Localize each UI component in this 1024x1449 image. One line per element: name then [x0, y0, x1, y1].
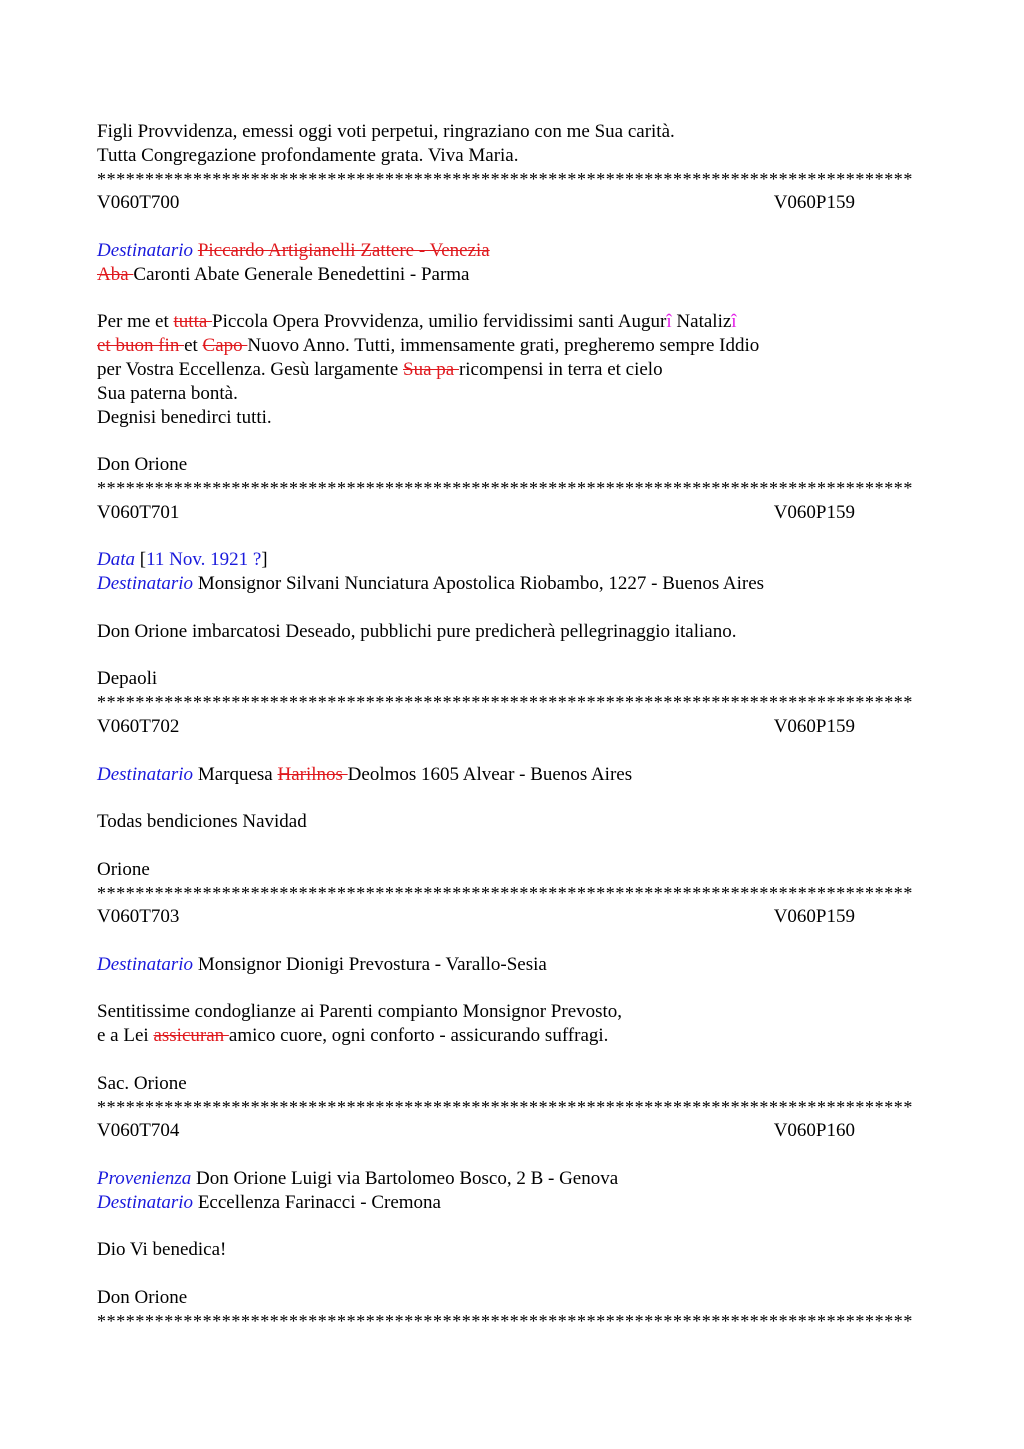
separator: *************************************************************************************	[97, 1096, 913, 1117]
intro-line-1: Figli Provvidenza, emessi oggi voti perpetui, ringraziano con me Sua carità.	[97, 121, 675, 142]
bracket: [	[139, 549, 147, 571]
body-text: et	[184, 335, 203, 357]
entry-page-ref: V060P159	[773, 192, 855, 214]
sender-label: Provenienza	[97, 1168, 192, 1190]
separator: *************************************************************************************	[97, 168, 913, 189]
entry-code: V060T704	[97, 1120, 180, 1142]
deleted-text: et buon fin	[97, 335, 185, 357]
body-text: Nataliz	[671, 311, 732, 333]
recipient-line-2	[97, 263, 927, 287]
separator: *************************************************************************************	[97, 477, 913, 498]
body-text: Nuovo Anno. Tutti, immensamente grati, pregheremo sempre Iddio	[247, 335, 760, 357]
deleted-text: Piccardo Artigianelli Zattere - Venezia	[197, 239, 490, 261]
recipient-text: Monsignor Silvani Nunciatura Apostolica Riobambo, 1227 - Buenos Aires	[197, 573, 765, 595]
recipient-line	[97, 763, 927, 787]
signature: Don Orione	[97, 454, 188, 476]
entry-code: V060T703	[97, 906, 180, 928]
document-page	[97, 120, 927, 1334]
recipient-line	[97, 953, 927, 977]
recipient-label: Destinatario	[97, 763, 194, 785]
separator: *************************************************************************************	[97, 882, 913, 903]
body-line: Sua paterna bontà.	[97, 382, 238, 404]
recipient-label: Destinatario	[97, 573, 194, 595]
body-line	[97, 334, 927, 358]
body-line	[97, 1024, 927, 1048]
entry-code: V060T702	[97, 715, 180, 737]
recipient-line	[97, 1191, 927, 1215]
body-line: Degnisi benedirci tutti.	[97, 406, 272, 428]
entry-page-ref: V060P159	[773, 715, 855, 737]
recipient-text: Deolmos 1605 Alvear - Buenos Aires	[347, 763, 633, 785]
recipient-text: Caronti Abate Generale Benedettini - Parma	[133, 263, 470, 285]
sender-line	[97, 1167, 927, 1191]
body-line: Sentitissime condoglianze ai Parenti compianto Monsignor Prevosto,	[97, 1001, 623, 1023]
body-line: Dio Vi benedica!	[97, 1239, 227, 1261]
recipient-label: Destinatario	[97, 1191, 194, 1213]
entry-header	[97, 501, 855, 525]
sender-text: Don Orione Luigi via Bartolomeo Bosco, 2 B - Genova	[196, 1168, 619, 1190]
entry-page-ref: V060P159	[773, 906, 855, 928]
body-line	[97, 358, 927, 382]
recipient-text: Eccellenza Farinacci - Cremona	[197, 1191, 441, 1213]
body-text: Per me et	[97, 311, 174, 333]
body-text: per Vostra Eccellenza. Gesù largamente	[97, 358, 403, 380]
recipient-line	[97, 572, 927, 596]
recipient-text: Monsignor Dionigi Prevostura - Varallo-Sesia	[197, 953, 547, 975]
deleted-text: Sua pa	[403, 358, 459, 380]
entry-header	[97, 905, 855, 929]
body-line: Todas bendiciones Navidad	[97, 811, 307, 833]
signature: Orione	[97, 858, 150, 880]
signature: Sac. Orione	[97, 1072, 187, 1094]
date-label: Data	[97, 549, 135, 571]
entry-page-ref: V060P159	[773, 501, 855, 523]
deleted-text: tutta	[173, 311, 213, 333]
body-text: Piccola Opera Provvidenza, umilio fervidissimi santi Augur	[212, 311, 667, 333]
deleted-text: Aba	[97, 263, 134, 285]
recipient-text: Marquesa	[197, 763, 278, 785]
deleted-text: Capo	[202, 335, 248, 357]
bracket: ]	[261, 549, 268, 571]
signature: Depaoli	[97, 668, 158, 690]
body-text: amico cuore, ogni conforto - assicurando suffragi.	[228, 1025, 609, 1047]
editorial-mark: î	[731, 311, 737, 333]
signature: Don Orione	[97, 1287, 188, 1309]
recipient-line	[97, 239, 927, 263]
date-line	[97, 548, 927, 572]
separator: *************************************************************************************	[97, 692, 913, 713]
deleted-text: assicuran	[153, 1025, 229, 1047]
entry-header	[97, 1119, 855, 1143]
entry-header	[97, 715, 855, 739]
entry-code: V060T700	[97, 192, 180, 214]
entry-header	[97, 191, 855, 215]
separator: *************************************************************************************	[97, 1310, 913, 1331]
date-value: 11 Nov. 1921 ?	[146, 549, 262, 571]
body-line	[97, 310, 927, 334]
recipient-label: Destinatario	[97, 239, 194, 261]
deleted-text: Harilnos	[277, 763, 348, 785]
body-line: Don Orione imbarcatosi Deseado, pubblichi pure predicherà pellegrinaggio italiano.	[97, 620, 737, 642]
body-text: e a Lei	[97, 1025, 154, 1047]
intro-line-2: Tutta Congregazione profondamente grata. Viva Maria.	[97, 144, 519, 166]
entry-page-ref: V060P160	[773, 1120, 855, 1142]
body-text: ricompensi in terra et cielo	[458, 358, 663, 380]
editorial-mark: î	[666, 311, 672, 333]
recipient-label: Destinatario	[97, 953, 194, 975]
entry-code: V060T701	[97, 501, 180, 523]
